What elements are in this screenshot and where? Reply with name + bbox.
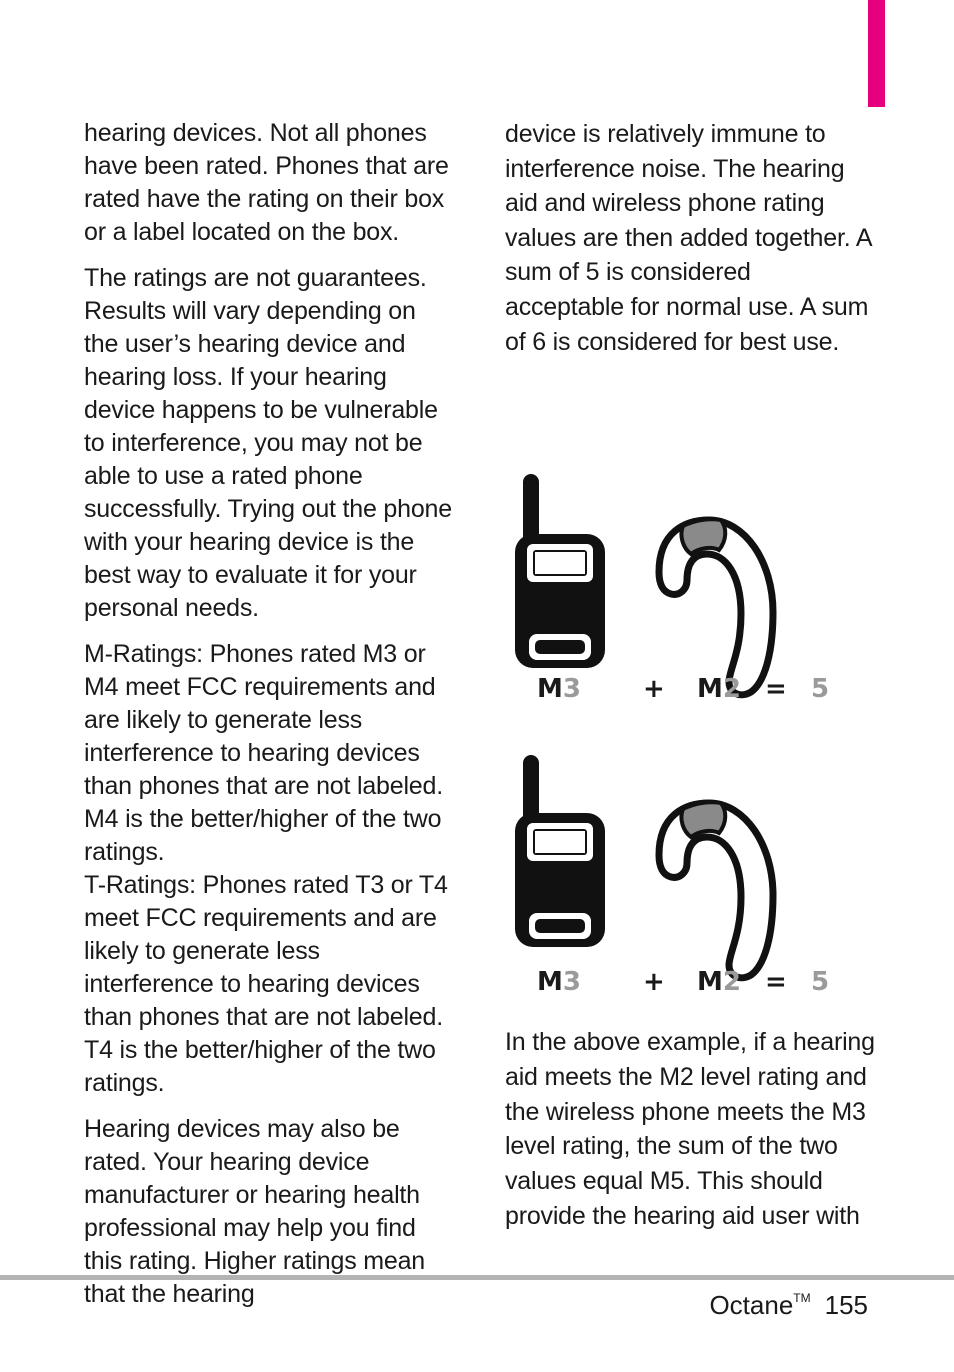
phone-rating-number: 3 xyxy=(562,967,581,997)
phone-rating-number: 3 xyxy=(562,674,581,704)
rating-equation xyxy=(505,674,845,708)
paragraph: M-Ratings: Phones rated M3 or M4 meet FCC requirements and are likely to generate less interference to hearing devices than phones that are not labeled. M4 is the better/higher of the two ratings. xyxy=(84,640,443,866)
left-column xyxy=(84,117,454,1324)
product-name: Octane xyxy=(709,1290,794,1320)
sum-value: 5 xyxy=(811,674,830,704)
sum-value: 5 xyxy=(811,967,830,997)
aid-rating-letter: M xyxy=(697,967,723,997)
plus-sign: + xyxy=(643,674,665,704)
right-column-top xyxy=(505,117,875,372)
paragraph: device is relatively immune to interference noise. The hearing aid and wireless phone rating values are then added together. A sum of 5 is considered acceptable for normal use. A sum of 6 is considered for best use. xyxy=(505,120,871,356)
page-footer xyxy=(709,1290,868,1321)
paragraph: hearing devices. Not all phones have been rated. Phones that are rated have the rating on their box or a label located on the box. xyxy=(84,119,449,246)
footer-rule xyxy=(0,1275,954,1280)
paragraph: The ratings are not guarantees. Results will vary depending on the user’s hearing device and hearing loss. If your hearing device happens to be vulnerable to interference, you may not be able to use a rated phone successfully. Trying out the phone with your hearing device is the best way to evaluate it for your personal needs. xyxy=(84,264,452,622)
equals-sign: = xyxy=(765,674,787,704)
page-number: 155 xyxy=(824,1290,868,1320)
aid-rating-number: 2 xyxy=(722,674,741,704)
rating-equation xyxy=(505,967,845,1001)
rating-example-figure xyxy=(505,462,845,704)
paragraph: In the above example, if a hearing aid meets the M2 level rating and the wireless phone meets the M3 level rating, the sum of the two values equal M5. This should provide the hearing aid user with xyxy=(505,1028,875,1230)
paragraph: Hearing devices may also be rated. Your hearing device manufacturer or hearing health professional may help you find this rating. Higher ratings mean that the hearing xyxy=(84,1115,425,1308)
aid-rating-number: 2 xyxy=(722,967,741,997)
trademark-mark: TM xyxy=(793,1291,811,1305)
paragraph: T-Ratings: Phones rated T3 or T4 meet FCC requirements and are likely to generate less interference to hearing devices than phones that are not labeled. T4 is the better/higher of the two ratings. xyxy=(84,871,448,1097)
hearing-aid-icon xyxy=(645,502,795,702)
rating-example-figure xyxy=(505,745,845,997)
plus-sign: + xyxy=(643,967,665,997)
right-column-bottom xyxy=(505,1025,875,1247)
phone-rating-letter: M xyxy=(537,674,563,704)
section-tab-marker xyxy=(868,0,885,107)
phone-rating-letter: M xyxy=(537,967,563,997)
aid-rating-letter: M xyxy=(697,674,723,704)
hearing-aid-icon xyxy=(645,785,795,985)
equals-sign: = xyxy=(765,967,787,997)
